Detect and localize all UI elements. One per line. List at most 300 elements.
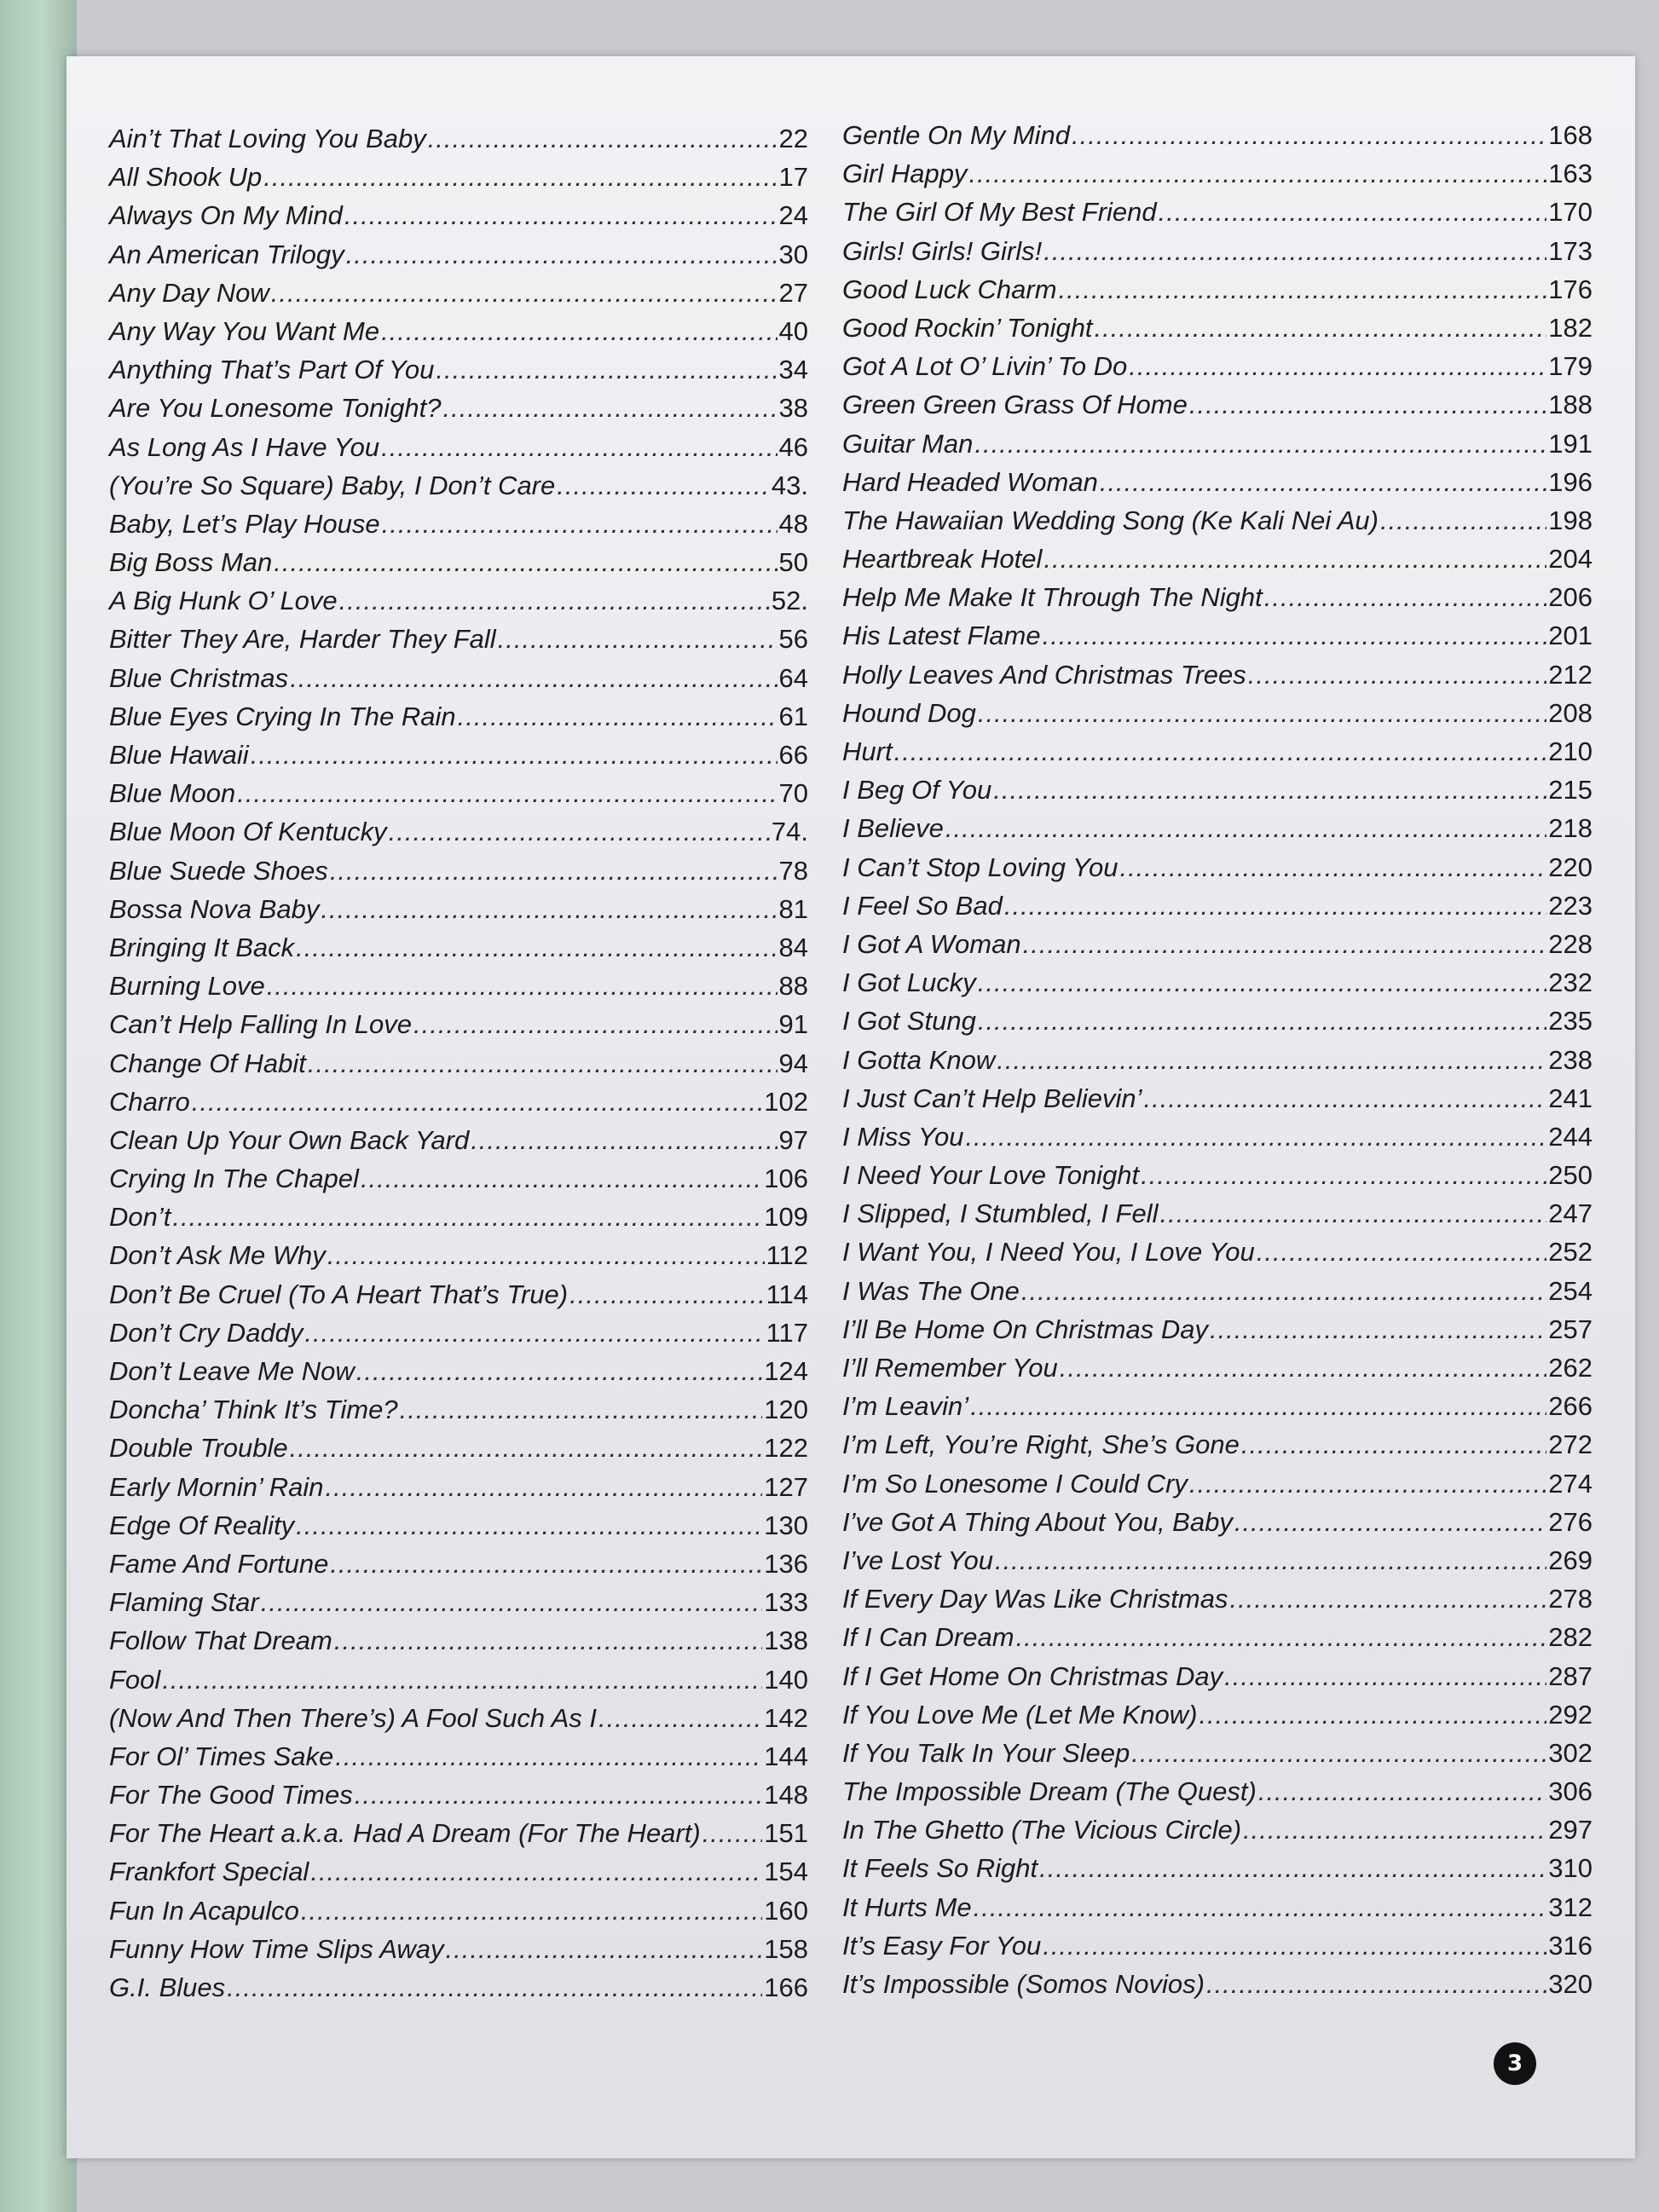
dot-leader [335,1737,762,1776]
page-ref: 297 [1548,1815,1593,1845]
song-title: I Can’t Stop Loving You [842,852,1119,882]
dot-leader [436,350,777,389]
page-ref: 204 [1548,544,1593,575]
contents-entry [842,347,1593,385]
song-title: Anything That’s Part Of You [109,355,435,385]
contents-entry [842,193,1593,231]
contents-entry [109,697,808,736]
contents-entry [109,1275,808,1314]
page-ref: 122 [764,1433,808,1464]
page-ref: 142 [764,1702,808,1733]
song-title: Bitter They Are, Harder They Fall [109,624,496,655]
song-title: The Impossible Dream (The Quest) [842,1776,1257,1807]
song-title: A Big Hunk O’ Love [109,586,338,616]
contents-entry [842,1811,1593,1849]
dot-leader [1043,540,1546,578]
contents-entry [842,232,1593,270]
dot-leader [1095,309,1547,347]
page-ref: 312 [1548,1891,1593,1922]
song-title: Clean Up Your Own Back Yard [109,1124,470,1155]
page-ref: 266 [1548,1391,1593,1422]
dot-leader [172,1198,762,1236]
dot-leader [1004,887,1546,925]
contents-entry [842,1156,1593,1194]
page-ref: 151 [764,1818,808,1849]
page-ref: 196 [1548,466,1593,497]
song-title: All Shook Up [109,162,263,193]
contents-entry [842,1541,1593,1580]
song-title: I Feel So Bad [842,890,1003,921]
contents-entry [109,1429,808,1467]
page-ref: 27 [778,277,808,308]
song-title: Bossa Nova Baby [109,893,320,924]
song-title: Heartbreak Hotel [842,544,1043,575]
dot-leader [381,312,777,350]
page-ref: 120 [764,1395,808,1425]
page-ref: 38 [778,393,808,424]
contents-entry [842,1580,1593,1618]
page-ref: 78 [778,855,808,886]
song-title: I’ll Remember You [842,1353,1058,1383]
song-title: Charro [109,1086,190,1117]
page-ref: 188 [1548,390,1593,420]
dot-leader [1144,1079,1547,1118]
dot-leader [1131,1734,1546,1772]
page-ref: 154 [764,1857,808,1887]
contents-entry [842,1464,1593,1503]
dot-leader [1258,1772,1546,1811]
dot-leader [334,1621,762,1660]
dot-leader [308,1044,777,1083]
dot-leader [1241,1425,1546,1464]
contents-entry [109,1891,808,1930]
song-title: (Now And Then There’s) A Fool Such As I [109,1702,598,1733]
song-title: I Was The One [842,1275,1020,1306]
contents-entry [842,1079,1593,1118]
song-title: Girl Happy [842,159,968,189]
dot-leader [346,235,777,274]
song-title: Can’t Help Falling In Love [109,1009,412,1040]
dot-leader [1021,1272,1546,1310]
page-ref: 244 [1548,1121,1593,1152]
page-ref: 127 [764,1471,808,1502]
song-title: Baby, Let’s Play House [109,508,380,539]
song-title: I Need Your Love Tonight [842,1160,1140,1191]
dot-leader [267,967,777,1005]
dot-leader [1229,1580,1546,1618]
dot-leader [355,1776,763,1814]
dot-leader [598,1699,762,1737]
page-ref: 112 [766,1240,808,1271]
dot-leader [1234,1503,1546,1541]
song-title: Don’t Leave Me Now [109,1356,355,1386]
page-ref: 238 [1548,1044,1593,1075]
page-ref: 310 [1548,1853,1593,1884]
page-ref: 212 [1548,659,1593,690]
dot-leader [413,1005,777,1043]
song-title: If You Love Me (Let Me Know) [842,1699,1198,1730]
song-title: Holly Leaves And Christmas Trees [842,659,1246,690]
contents-entry [109,1506,808,1545]
page-ref: 158 [764,1933,808,1964]
page-ref: 262 [1548,1353,1593,1383]
contents-entry [109,736,808,774]
dot-leader [1264,578,1546,616]
song-title: For The Heart a.k.a. Had A Dream (For The Heart) [109,1818,701,1849]
contents-entry [842,809,1593,847]
page-ref: 206 [1548,582,1593,613]
page-ref: 94 [778,1048,808,1078]
dot-leader [1159,193,1547,231]
page-ref: 179 [1548,351,1593,382]
page-ref: 34 [778,355,808,385]
page-ref: 287 [1548,1660,1593,1691]
page-ref: 97 [778,1124,808,1155]
page-ref: 208 [1548,697,1593,728]
page-ref: 102 [764,1086,808,1117]
page-ref: 56 [778,624,808,655]
page-ref: 74. [771,817,808,847]
contents-entry [842,1926,1593,1965]
song-title: Follow That Dream [109,1626,332,1656]
dot-leader [1243,1811,1546,1849]
contents-entry [842,771,1593,809]
dot-leader [290,1429,763,1467]
song-title: I Just Can’t Help Believin’ [842,1083,1142,1113]
page-ref: 302 [1548,1737,1593,1768]
dot-leader [1189,385,1546,424]
song-title: G.I. Blues [109,1972,226,2002]
dot-leader [446,1930,763,1968]
contents-entry [842,1387,1593,1425]
song-title: Any Day Now [109,277,269,308]
dot-leader [389,812,770,851]
page-ref: 182 [1548,312,1593,343]
contents-entry [842,656,1593,694]
contents-entry [109,312,808,350]
song-title: I’m Left, You’re Right, She’s Gone [842,1429,1240,1460]
contents-entry [109,1083,808,1121]
dot-leader [296,1506,762,1545]
dot-leader [974,1888,1547,1926]
page-ref: 218 [1548,813,1593,844]
song-title: I Want You, I Need You, I Love You [842,1237,1255,1268]
contents-entry [109,1390,808,1429]
song-title: Blue Suede Shoes [109,855,328,886]
dot-leader [970,1387,1546,1425]
dot-leader [993,771,1546,809]
contents-entry [842,1503,1593,1541]
page-ref: 81 [778,893,808,924]
song-title: Edge Of Reality [109,1510,295,1540]
song-title: I Believe [842,813,944,844]
page-ref: 160 [764,1895,808,1926]
song-title: Guitar Man [842,428,974,459]
contents-entry [109,1930,808,1968]
contents-entry [842,1772,1593,1811]
page-ref: 64 [778,662,808,693]
song-title: For The Good Times [109,1780,353,1811]
contents-entry [109,852,808,890]
dot-leader [995,1541,1546,1580]
song-title: Good Rockin’ Tonight [842,312,1093,343]
page-ref: 46 [778,431,808,462]
contents-entry [842,501,1593,540]
page-ref: 173 [1548,235,1593,266]
contents-entry [109,620,808,658]
song-title: Frankfort Special [109,1857,309,1887]
page-ref: 176 [1548,274,1593,304]
page-ref: 88 [778,971,808,1002]
song-title: Fool [109,1664,161,1695]
song-title: I’m Leavin’ [842,1391,969,1422]
dot-leader [1189,1464,1546,1503]
dot-leader [271,274,777,312]
song-title: Good Luck Charm [842,274,1057,304]
contents-entry [842,1849,1593,1887]
song-title: Fun In Acapulco [109,1895,299,1926]
song-title: Doncha’ Think It’s Time? [109,1395,398,1425]
page-ref: 198 [1548,505,1593,535]
dot-leader [1248,656,1546,694]
dot-leader [1129,347,1546,385]
dot-leader [1100,463,1546,501]
page-ref: 50 [778,547,808,578]
contents-entry [109,1699,808,1737]
song-title: I’ve Got A Thing About You, Baby [842,1506,1233,1537]
contents-entry [842,694,1593,732]
song-title: I Got A Woman [842,928,1021,959]
song-title: Blue Moon [109,778,236,809]
song-title: I Gotta Know [842,1044,996,1075]
contents-entry [842,1041,1593,1079]
dot-leader [978,694,1546,732]
song-title: Don’t Be Cruel (To A Heart That’s True) [109,1279,569,1309]
contents-entry [109,774,808,812]
page-ref: 247 [1548,1198,1593,1229]
contents-entry [842,309,1593,347]
dot-leader [344,196,777,234]
song-title: Burning Love [109,971,265,1002]
page-ref: 210 [1548,736,1593,766]
song-title: Ain’t That Loving You Baby [109,124,426,153]
dot-leader [471,1121,777,1159]
page-ref: 282 [1548,1622,1593,1653]
contents-entry [842,963,1593,1002]
page-ref: 306 [1548,1776,1593,1807]
contents-entry [109,1660,808,1699]
song-title: As Long As I Have You [109,431,380,462]
contents-entry [109,1044,808,1083]
page-ref: 114 [766,1279,808,1309]
dot-leader [1023,925,1547,963]
contents-entry [842,1888,1593,1926]
page-ref: 22 [778,124,808,153]
contents-entry [842,1194,1593,1233]
contents-entry [109,235,808,274]
page-ref: 133 [764,1587,808,1618]
contents-entry [109,1814,808,1852]
contents-entry [842,732,1593,771]
dot-leader [192,1083,763,1121]
page-ref: 220 [1548,852,1593,882]
song-title: Blue Moon Of Kentucky [109,817,387,847]
page-ref: 144 [764,1741,808,1771]
contents-entry [842,540,1593,578]
page-ref: 52. [771,586,808,616]
dot-leader [330,852,777,890]
dot-leader [382,505,777,543]
page-ref: 17 [778,162,808,193]
dot-leader [356,1352,763,1390]
dot-leader [321,890,777,928]
song-title: For Ol’ Times Sake [109,1741,334,1771]
contents-entry [842,1310,1593,1349]
contents-entry [842,578,1593,616]
dot-leader [1159,1194,1546,1233]
contents-entry [842,1272,1593,1310]
song-title: The Girl Of My Best Friend [842,197,1157,228]
dot-leader [968,154,1546,193]
contents-entry [842,463,1593,501]
page-ref: 191 [1548,428,1593,459]
contents-entry [109,1159,808,1198]
dot-leader [1059,270,1547,309]
page-ref: 136 [764,1548,808,1579]
contents-entry [842,616,1593,655]
dot-leader [702,1814,763,1852]
page-ref: 241 [1548,1083,1593,1113]
dot-leader [458,697,777,736]
dot-leader [1060,1349,1547,1387]
contents-entry [109,1545,808,1583]
song-title: If Every Day Was Like Christmas [842,1584,1228,1614]
contents-entry [842,848,1593,887]
contents-entry [109,890,808,928]
dot-leader [1119,848,1546,887]
contents-entry [109,1776,808,1814]
contents-page [66,56,1635,2158]
dot-leader [557,466,770,505]
page-ref: 274 [1548,1468,1593,1499]
contents-entry [842,1425,1593,1464]
dot-leader [428,119,777,158]
contents-entry [842,887,1593,925]
song-title: Funny How Time Slips Away [109,1933,444,1964]
dot-leader [330,1545,762,1583]
song-title: Don’t Cry Daddy [109,1317,303,1348]
dot-leader [1043,1926,1546,1965]
page-ref: 140 [764,1664,808,1695]
song-title: I Miss You [842,1121,964,1152]
page-ref: 124 [764,1356,808,1386]
dot-leader [965,1118,1546,1156]
contents-entry [109,1621,808,1660]
contents-entry [109,158,808,196]
dot-leader [400,1390,763,1429]
contents-entry [842,270,1593,309]
dot-leader [296,928,777,967]
song-title: If I Get Home On Christmas Day [842,1660,1223,1691]
dot-leader [498,620,777,658]
contents-entry [109,581,808,620]
contents-entry [109,1852,808,1891]
contents-entry [842,1695,1593,1734]
contents-column-right [842,116,1593,2003]
contents-entry [842,116,1593,154]
page-ref: 148 [764,1780,808,1811]
page-ref: 109 [764,1202,808,1233]
contents-entry [109,1005,808,1043]
song-title: Hurt [842,736,893,766]
song-title: Flaming Star [109,1587,259,1618]
dot-leader [339,581,770,620]
page-ref: 272 [1548,1429,1593,1460]
dot-leader [274,543,777,581]
contents-entry [842,1233,1593,1271]
song-title: Bringing It Back [109,932,295,962]
dot-leader [443,389,777,427]
dot-leader [310,1852,762,1891]
page-ref: 130 [764,1510,808,1540]
dot-leader [237,774,777,812]
dot-leader [251,736,777,774]
song-title: It’s Easy For You [842,1930,1042,1961]
page-ref: 106 [764,1164,808,1194]
page-number-badge: 3 [1494,2042,1536,2085]
contents-entry [842,1657,1593,1695]
dot-leader [945,809,1546,847]
song-title: Early Mornin’ Rain [109,1471,324,1502]
contents-entry [109,659,808,697]
contents-entry [842,925,1593,963]
contents-entry [109,812,808,851]
song-title: Fame And Fortune [109,1548,329,1579]
dot-leader [261,1583,763,1621]
song-title: In The Ghetto (The Vicious Circle) [842,1815,1242,1845]
song-title: If I Can Dream [842,1622,1014,1653]
contents-column-left [109,119,808,2007]
page-ref: 215 [1548,775,1593,806]
page-ref: 269 [1548,1545,1593,1575]
contents-entry [842,424,1593,463]
contents-entry [109,428,808,466]
song-title: Hound Dog [842,697,976,728]
song-title: Big Boss Man [109,547,273,578]
page-ref: 30 [778,239,808,269]
book-binding [0,0,77,2212]
page-ref: 61 [778,701,808,731]
page-ref: 250 [1548,1160,1593,1191]
dot-leader [1141,1156,1546,1194]
contents-entry [109,967,808,1005]
contents-entry [109,196,808,234]
contents-entry [109,389,808,427]
page-ref: 257 [1548,1314,1593,1344]
page-ref: 252 [1548,1237,1593,1268]
page-ref: 166 [764,1972,808,2002]
song-title: The Hawaiian Wedding Song (Ke Kali Nei Au) [842,505,1379,535]
contents-entry [109,350,808,389]
contents-entry [109,505,808,543]
contents-entry [109,1737,808,1776]
contents-entry [842,1734,1593,1772]
page-ref: 320 [1548,1969,1593,1999]
contents-entry [109,1968,808,2007]
song-title: Any Way You Want Me [109,315,380,346]
page-ref: 91 [778,1009,808,1040]
dot-leader [978,1002,1546,1040]
